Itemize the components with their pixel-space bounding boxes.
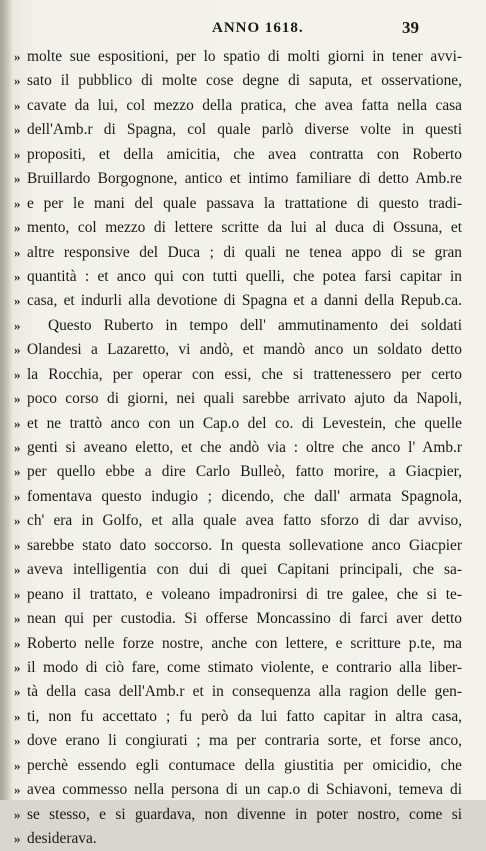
text-line	[14, 803, 462, 827]
quote-marker: »	[14, 562, 21, 578]
text-line	[14, 607, 462, 631]
line-text: Roberto nelle forze nostre, anche con lettere, e scritture p.te, ma	[27, 634, 462, 652]
quote-marker: »	[14, 195, 21, 211]
text-line	[14, 363, 462, 387]
quote-marker: »	[14, 171, 21, 187]
quote-marker: »	[14, 220, 21, 236]
text-line	[14, 241, 462, 265]
quote-marker: »	[14, 537, 21, 553]
text-line	[14, 534, 462, 558]
text-line	[14, 143, 462, 167]
line-text: sato il pubblico di molte cose degne di saputa, et osservatione,	[27, 72, 462, 90]
body-text	[14, 45, 462, 851]
quote-marker: »	[14, 146, 21, 162]
quote-marker: »	[14, 49, 21, 64]
quote-marker: »	[14, 488, 21, 504]
line-text: cavate da lui, col mezzo della pratica, che avea fatta nella casa	[27, 96, 462, 114]
text-line	[14, 338, 462, 362]
quote-marker: »	[14, 513, 21, 529]
text-line	[14, 583, 462, 607]
line-text: poco corso di giorni, nei quali sarebbe arrivato ajuto da Napoli,	[27, 390, 462, 408]
quote-marker: »	[14, 733, 21, 749]
text-line	[14, 656, 462, 680]
page-header	[0, 20, 486, 42]
text-line	[14, 94, 462, 118]
line-text: peano il trattato, e voleano impadronirsi di tre galee, che si te-	[27, 585, 462, 603]
quote-marker: »	[14, 97, 21, 113]
line-text: genti si aveano eletto, et che andò via : oltre che anco l' Amb.r	[27, 439, 462, 456]
page-number: 39	[402, 18, 419, 37]
quote-marker: »	[14, 391, 21, 407]
line-text: Bruillardo Borgognone, antico et intimo familiare di detto Amb.re	[27, 170, 462, 188]
line-text: avea commesso nella persona di un cap.o di Schiavoni, temeva di	[27, 781, 462, 799]
line-text: quantità : et anco qui con tutti quelli, che potea farsi capitar in	[27, 267, 462, 285]
text-line	[14, 289, 462, 313]
text-line	[14, 118, 462, 142]
text-line	[14, 460, 462, 484]
quote-marker: »	[14, 708, 21, 724]
line-text: et ne trattò anco con un Cap.o del co. di Levestein, che quelle	[27, 414, 462, 432]
text-line	[14, 827, 462, 851]
quote-marker: »	[14, 782, 21, 798]
text-line	[14, 729, 462, 753]
quote-marker: »	[14, 415, 21, 431]
text-line	[14, 412, 462, 436]
line-text: perchè essendo egli contumace della giustitia per omicidio, che	[27, 756, 462, 774]
text-line	[14, 705, 462, 729]
quote-marker: »	[14, 659, 21, 675]
text-line	[14, 509, 462, 533]
text-line	[14, 265, 462, 289]
line-text: altre responsive del Duca ; di quali ne tenea appo di se gran	[27, 243, 462, 261]
quote-marker: »	[14, 122, 21, 138]
quote-marker: »	[14, 342, 21, 358]
text-line	[14, 167, 462, 191]
quote-marker: »	[14, 464, 21, 480]
line-text: e per le mani del quale passava la trattatione di questo tradi-	[27, 194, 462, 212]
quote-marker: »	[14, 757, 21, 773]
quote-marker: »	[14, 611, 21, 627]
text-line	[14, 632, 462, 656]
running-head: ANNO 1618.	[212, 20, 304, 36]
quote-marker: »	[14, 268, 21, 284]
line-text: ch' era in Golfo, et alla quale avea fatto sforzo di dar avviso,	[27, 512, 462, 530]
line-text: sarebbe stato dato soccorso. In questa sollevatione anco Giacpier	[27, 536, 462, 554]
binding-gutter-shadow	[0, 0, 12, 800]
text-line	[14, 680, 462, 704]
text-line	[14, 387, 462, 411]
line-text: Olandesi a Lazaretto, vi andò, et mandò anco un soldato detto	[27, 341, 462, 359]
text-line	[14, 436, 462, 460]
text-line	[14, 45, 462, 69]
text-line	[14, 754, 462, 778]
line-text: dove erano li congiurati ; ma per contraria sorte, et forse anco,	[27, 732, 462, 750]
line-text: propositi, et della amicitia, che avea contratta con Roberto	[27, 145, 462, 163]
quote-marker: »	[14, 244, 21, 260]
quote-marker: »	[14, 586, 21, 602]
quote-marker: »	[14, 293, 21, 309]
quote-marker: »	[14, 366, 21, 382]
line-text: tà della casa dell'Amb.r et in consequenza alla ragion delle gen-	[27, 683, 462, 701]
text-line	[14, 192, 462, 216]
quote-marker: »	[14, 831, 21, 846]
line-text: se stesso, e si guardava, non divenne in poter nostro, come si	[27, 805, 462, 823]
line-text: la Rocchia, per operar con essi, che si trattenessero per certo	[27, 365, 462, 383]
line-text: fomentava questo indugio ; dicendo, che dall' armata Spagnola,	[27, 487, 462, 505]
quote-marker: »	[14, 806, 21, 822]
line-text: Questo Ruberto in tempo dell' ammutinamento dei soldati	[48, 316, 462, 334]
quote-marker: »	[14, 635, 21, 651]
line-text: nean qui per custodia. Si offerse Moncassino di farci aver detto	[27, 610, 462, 628]
text-line	[14, 69, 462, 93]
text-line	[14, 314, 462, 338]
line-text: desiderava.	[27, 830, 97, 847]
line-text: il modo di ciò fare, come stimato violente, e contrario alla liber-	[27, 658, 462, 676]
line-text: aveva intelligentia con dui di quei Capitani principali, che sa-	[27, 561, 462, 579]
quote-marker: »	[14, 684, 21, 700]
line-text: molte sue espositioni, per lo spatio di molti giorni in tener avvi-	[27, 48, 462, 65]
line-text: per quello ebbe a dire Carlo Bulleò, fatto morire, a Giacpier,	[27, 463, 462, 481]
line-text: casa, et indurli alla devotione di Spagna et a danni della Repub.ca.	[27, 292, 462, 310]
text-line	[14, 778, 462, 802]
text-line	[14, 485, 462, 509]
text-line	[14, 558, 462, 582]
quote-marker: »	[14, 440, 21, 455]
quote-marker: »	[14, 73, 21, 89]
line-text: mento, col mezzo di lettere scritte da lui al duca di Ossuna, et	[27, 219, 462, 237]
text-line	[14, 216, 462, 240]
line-text: ti, non fu accettato ; fu però da lui fatto capitar in altra casa,	[27, 707, 462, 725]
quote-marker: »	[14, 317, 21, 333]
line-text: dell'Amb.r di Spagna, col quale parlò diverse volte in questi	[27, 121, 462, 139]
